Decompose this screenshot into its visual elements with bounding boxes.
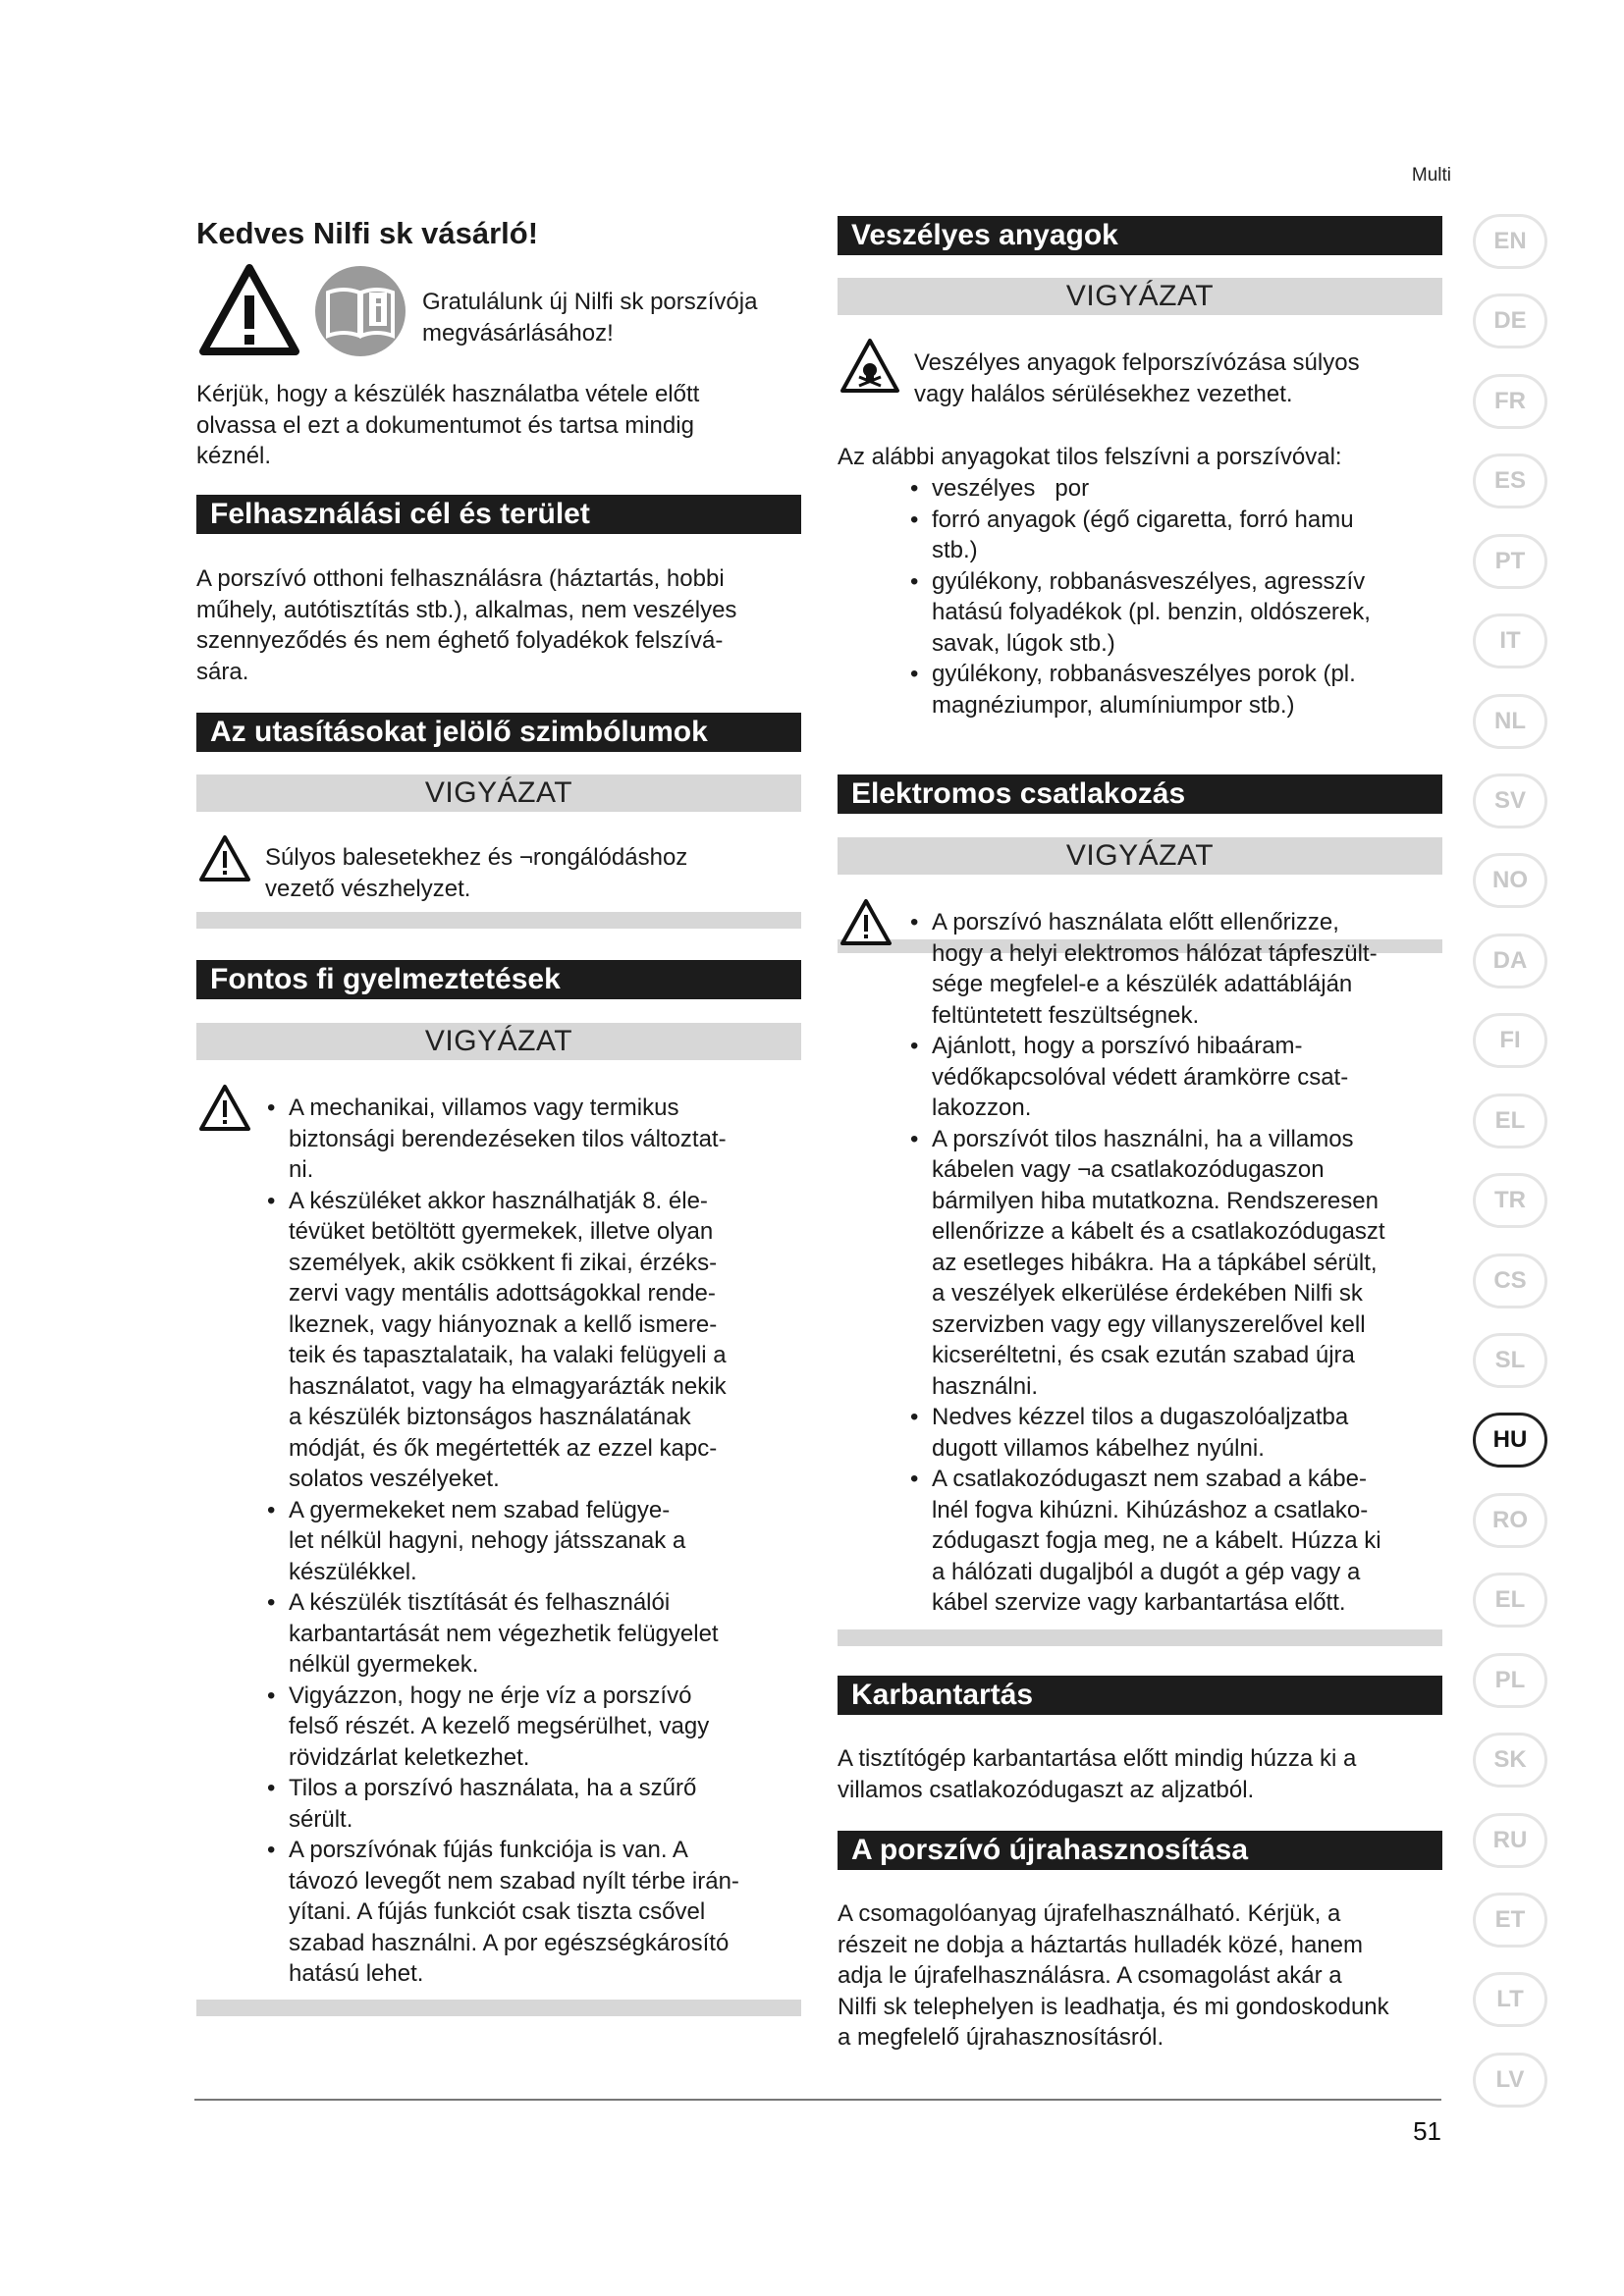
hazard-description [914,347,1360,409]
forbidden-intro: Az alábbi anyagokat tilos felszívni a porszívóval: [838,444,1342,470]
list-item: • A készülék tisztítását és felhasználói karbantartását nem végezhetik felügyelet nélkül gyermekek. [265,1587,795,1681]
list-item: • A csatlakozódugaszt nem szabad a kábe- lnél fogva kihúzni. Kihúzáshoz a csatlako- zódugaszt fogja meg, ne a kábelt. Húzza ki a hálózati dugaljból a dugót a gép vagy a kábel szervize vagy karbantartása előtt. [908,1464,1442,1619]
symbol-line: Súlyos balesetekhez és ¬rongálódáshoz [265,844,688,871]
list-item: • A porszívónak fújás funkciója is van. A távozó levegőt nem szabad nyílt térbe irán- yítani. A fújás funkciót csak tiszta csővel szabad használni. A por egészségkárosító hatású lehet. [265,1835,795,1990]
list-item: • A készüléket akkor használhatják 8. éle- tévüket betöltött gyermekek, illetve olyan személyek, akik csökkent fi zikai, érzéks- zervi vagy mentális adottságokkal rende- lkeznek, vagy hiányoznak a kellő ismere- teik és tapasztalataik, ha valaki felügyeli a használatot, vagy ha elmagyarázták nekik a készülék biztonságos használatának módját, és ők megértették az ezzel kapc- solatos veszélyeket. [265,1186,795,1495]
usage-line: szennyeződés és nem éghető folyadékok felszívá- [196,627,724,654]
list-item: • veszélyes por [908,473,1438,505]
usage-line: sára. [196,658,249,685]
language-tab-cs[interactable]: CS [1473,1254,1547,1308]
language-tab-sv[interactable]: SV [1473,774,1547,828]
warning-triangle-icon [839,898,893,947]
language-tab-nl[interactable]: NL [1473,694,1547,749]
list-item: • A gyermekeket nem szabad felügye- let nélkül hagyni, nehogy játsszanak a készülékkel. [265,1495,795,1588]
list-item: • A porszívót tilos használni, ha a villamos kábelen vagy ¬a csatlakozódugaszon bármilyen hiba mutatkozna. Rendszeresen ellenőrizze a kábelt és a csatlakozódugaszt az esetleges hibákra. Ha a tápkábel sérült, a veszélyek elkerülése érdekében Nilfi sk szervizben vagy egy villanyszerelővel kell kicseréltetni, és csak ezután szabad újra használni. [908,1124,1442,1403]
language-tab-lt[interactable]: LT [1473,1972,1547,2027]
greeting-heading: Kedves Nilfi sk vásárló! [196,216,539,250]
intro-line: kéznél. [196,443,272,469]
language-tab-tr[interactable]: TR [1473,1173,1547,1228]
language-tab-no[interactable]: NO [1473,853,1547,908]
language-tab-de[interactable]: DE [1473,294,1547,348]
recycling-line: A csomagolóanyag újrafelhasználható. Kérjük, a [838,1900,1341,1927]
usage-paragraph [196,563,736,687]
language-tab-fi[interactable]: FI [1473,1013,1547,1068]
header-mark: Multi [1411,165,1451,186]
warning-label-bar: VIGYÁZAT [196,774,801,812]
section-end-bar [838,1629,1442,1646]
language-tab-it[interactable]: IT [1473,614,1547,668]
section-title-maintenance: Karbantartás [838,1676,1442,1715]
toxic-hazard-icon [839,338,900,395]
list-item: • forró anyagok (égő cigaretta, forró hamu stb.) [908,505,1438,566]
section-end-bar [196,2000,801,2016]
language-tab-el-2[interactable]: EL [1473,1573,1547,1628]
warning-label-bar: VIGYÁZAT [196,1023,801,1060]
language-tab-es[interactable]: ES [1473,454,1547,508]
list-item: • Ajánlott, hogy a porszívó hibaáram- védőkapcsolóval védett áramkörre csat- lakozzon. [908,1031,1442,1124]
maintenance-line: villamos csatlakozódugaszt az aljzatból. [838,1776,1255,1803]
warning-triangle-icon [198,263,300,357]
intro-paragraph [196,379,699,472]
list-item: • A porszívó használata előtt ellenőrizze, hogy a helyi elektromos hálózat tápfeszült- sége megfelel-e a készülék adattábláján feltüntetett feszültségnek. [908,907,1442,1031]
language-tab-el[interactable]: EL [1473,1094,1547,1148]
section-title-hazardous: Veszélyes anyagok [838,216,1442,255]
list-item: • gyúlékony, robbanásveszélyes porok (pl. magnéziumpor, alumíniumpor stb.) [908,659,1438,721]
warnings-list [265,1093,795,1990]
section-title-important: Fontos fi gyelmeztetések [196,960,801,999]
list-item: • Tilos a porszívó használata, ha a szűrő sérült. [265,1773,795,1835]
language-tab-hu[interactable]: HU [1473,1413,1547,1468]
read-manual-icon [314,265,406,357]
congrats-text [422,287,757,348]
list-item: • Nedves kézzel tilos a dugaszolóaljzatba dugott villamos kábelhez nyúlni. [908,1402,1442,1464]
list-item: • gyúlékony, robbanásveszélyes, agresszív hatású folyadékok (pl. benzin, oldószerek, savak, lúgok stb.) [908,566,1438,660]
language-tab-ru[interactable]: RU [1473,1813,1547,1868]
section-title-recycling: A porszívó újrahasznosítása [838,1831,1442,1870]
maintenance-paragraph [838,1743,1356,1805]
recycling-line: részeit ne dobja a háztartás hulladék közé, hanem [838,1931,1363,1958]
language-tab-da[interactable]: DA [1473,934,1547,988]
language-tab-pt[interactable]: PT [1473,534,1547,589]
page-number: 51 [1413,2116,1441,2146]
language-tab-sl[interactable]: SL [1473,1333,1547,1388]
forbidden-list [908,473,1438,721]
recycling-line: Nilfi sk telephelyen is leadhatja, és mi gondoskodunk [838,1993,1389,2020]
recycling-line: adja le újrafelhasználásra. A csomagolást akár a [838,1962,1342,1989]
language-tab-lv[interactable]: LV [1473,2053,1547,2108]
section-end-bar [196,912,801,929]
language-tab-en[interactable]: EN [1473,214,1547,269]
usage-line: A porszívó otthoni felhasználásra (háztartás, hobbi [196,565,725,592]
congrats-line: megvásárlásához! [422,319,614,347]
language-tab-fr[interactable]: FR [1473,374,1547,429]
warning-triangle-icon [198,834,251,883]
list-item: • Vigyázzon, hogy ne érje víz a porszívó felső részét. A kezelő megsérülhet, vagy rövidzárlat keletkezhet. [265,1681,795,1774]
warning-triangle-icon [198,1084,251,1133]
recycling-line: a megfelelő újrahasznosításról. [838,2024,1164,2051]
congrats-line: Gratulálunk új Nilfi sk porszívója [422,289,758,315]
language-tab-sk[interactable]: SK [1473,1733,1547,1788]
hazard-line: vagy halálos sérülésekhez vezethet. [914,380,1293,407]
list-item: • A mechanikai, villamos vagy termikus biztonsági berendezéseken tilos változtat- ni. [265,1093,795,1186]
language-tab-ro[interactable]: RO [1473,1493,1547,1548]
symbol-description [265,842,687,904]
electric-list [908,907,1442,1619]
intro-line: Kérjük, hogy a készülék használatba vétele előtt [196,381,700,407]
footer-divider [194,2099,1441,2101]
language-tab-et[interactable]: ET [1473,1893,1547,1948]
section-title-symbols: Az utasításokat jelölő szimbólumok [196,713,801,752]
warning-label-bar: VIGYÁZAT [838,278,1442,315]
usage-line: műhely, autótisztítás stb.), alkalmas, nem veszélyes [196,596,737,623]
warning-label-bar: VIGYÁZAT [838,837,1442,875]
section-title-electric: Elektromos csatlakozás [838,774,1442,814]
section-title-usage: Felhasználási cél és terület [196,495,801,534]
intro-line: olvassa el ezt a dokumentumot és tartsa mindig [196,411,694,439]
maintenance-line: A tisztítógép karbantartása előtt mindig húzza ki a [838,1745,1357,1772]
language-tab-pl[interactable]: PL [1473,1653,1547,1708]
recycling-paragraph [838,1898,1389,2054]
symbol-line: vezető vészhelyzet. [265,875,471,902]
hazard-line: Veszélyes anyagok felporszívózása súlyos [914,349,1360,376]
